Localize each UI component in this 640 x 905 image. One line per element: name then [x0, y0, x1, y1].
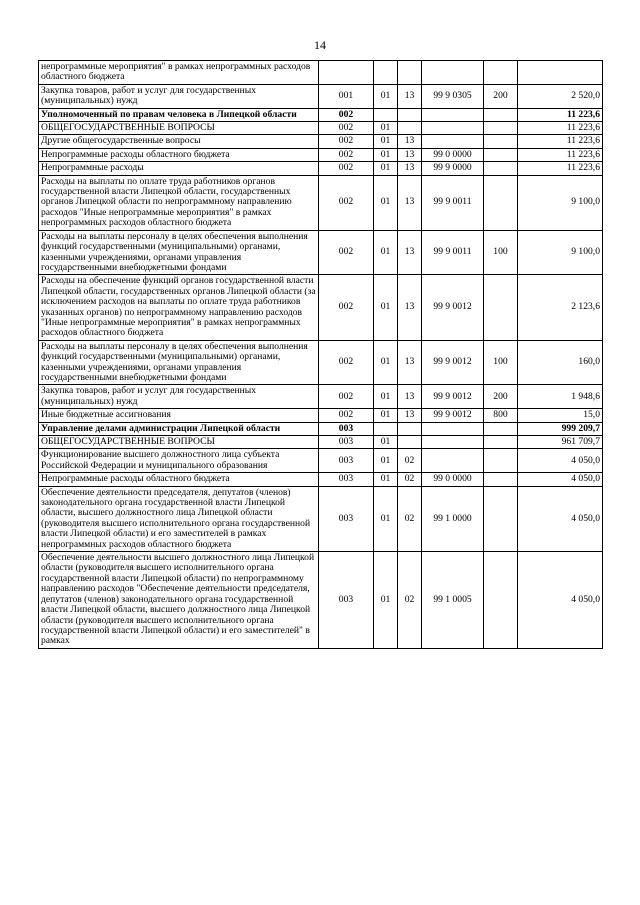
table-row: [39, 486, 603, 551]
table-row: [39, 436, 603, 449]
cell-name: Непрограммные расходы: [39, 162, 319, 175]
cell-name: ОБЩЕГОСУДАРСТВЕННЫЕ ВОПРОСЫ: [39, 436, 319, 449]
cell-admin-code: 002: [319, 409, 374, 422]
table-row: [39, 84, 603, 108]
cell-admin-code: 002: [319, 175, 374, 230]
cell-section: 01: [374, 275, 398, 340]
cell-subsection: 02: [398, 486, 422, 551]
cell-target-article: [422, 61, 484, 85]
cell-admin-code: 002: [319, 122, 374, 135]
cell-target-article: 99 9 0011: [422, 175, 484, 230]
table-row: [39, 108, 603, 121]
table-row: [39, 162, 603, 175]
cell-target-article: [422, 436, 484, 449]
cell-sum: 999 209,7: [518, 422, 603, 435]
cell-sum: 11 223,6: [518, 122, 603, 135]
cell-sum: 1 948,6: [518, 385, 603, 409]
cell-sum: 2 123,6: [518, 275, 603, 340]
cell-sum: 4 050,0: [518, 449, 603, 473]
cell-section: [374, 108, 398, 121]
cell-target-article: 99 9 0000: [422, 162, 484, 175]
cell-sum: 9 100,0: [518, 175, 603, 230]
cell-sum: 11 223,6: [518, 108, 603, 121]
cell-expense-type: [484, 135, 518, 148]
cell-subsection: [398, 436, 422, 449]
cell-subsection: 13: [398, 84, 422, 108]
table-row: [39, 135, 603, 148]
cell-expense-type: [484, 552, 518, 649]
cell-section: 01: [374, 148, 398, 161]
cell-admin-code: 002: [319, 148, 374, 161]
cell-target-article: 99 1 0000: [422, 486, 484, 551]
table-row: [39, 409, 603, 422]
cell-name: Расходы на выплаты персоналу в целях обеспечения выполнения функций государственными (муниципальными) органами, казенными учреждениями, органами управления государственными внебюджетными фондами: [39, 340, 319, 385]
cell-section: 01: [374, 449, 398, 473]
cell-sum: 11 223,6: [518, 162, 603, 175]
cell-name: Функционирование высшего должностного лица субъекта Российской Федерации и муниципального образования: [39, 449, 319, 473]
cell-name: Непрограммные расходы областного бюджета: [39, 148, 319, 161]
cell-admin-code: 003: [319, 473, 374, 486]
cell-admin-code: 002: [319, 230, 374, 275]
cell-admin-code: 002: [319, 385, 374, 409]
cell-admin-code: 003: [319, 422, 374, 435]
cell-target-article: 99 9 0305: [422, 84, 484, 108]
cell-name: Непрограммные расходы областного бюджета: [39, 473, 319, 486]
cell-target-article: [422, 108, 484, 121]
cell-target-article: 99 9 0012: [422, 385, 484, 409]
cell-admin-code: 003: [319, 436, 374, 449]
cell-subsection: 13: [398, 385, 422, 409]
cell-section: 01: [374, 162, 398, 175]
cell-expense-type: [484, 422, 518, 435]
cell-expense-type: [484, 108, 518, 121]
cell-target-article: 99 9 0012: [422, 340, 484, 385]
cell-target-article: 99 9 0012: [422, 409, 484, 422]
cell-expense-type: [484, 162, 518, 175]
cell-name: Расходы на выплаты персоналу в целях обеспечения выполнения функций государственными (муниципальными) органами, казенными учреждениями, органами управления государственными внебюджетными фондами: [39, 230, 319, 275]
cell-name: Закупка товаров, работ и услуг для государственных (муниципальных) нужд: [39, 385, 319, 409]
cell-subsection: 13: [398, 162, 422, 175]
cell-section: 01: [374, 230, 398, 275]
cell-sum: 11 223,6: [518, 135, 603, 148]
cell-target-article: 99 0 0000: [422, 148, 484, 161]
cell-expense-type: [484, 449, 518, 473]
cell-expense-type: 200: [484, 385, 518, 409]
table-row: [39, 340, 603, 385]
cell-target-article: [422, 122, 484, 135]
cell-sum: [518, 61, 603, 85]
cell-subsection: 13: [398, 340, 422, 385]
cell-admin-code: 003: [319, 449, 374, 473]
cell-subsection: 13: [398, 409, 422, 422]
cell-subsection: 13: [398, 135, 422, 148]
cell-section: 01: [374, 436, 398, 449]
cell-expense-type: [484, 436, 518, 449]
cell-subsection: [398, 108, 422, 121]
cell-section: 01: [374, 135, 398, 148]
cell-name: Обеспечение деятельности высшего должностного лица Липецкой области (руководителя высшего исполнительного органа государственной власти Липецкой области) по непрограммному направлению расходов "Обеспечение деятельности председателя, депутатов (членов) законодательного органа государственной власти Липецкой области, высшего должностного лица Липецкой области (руководителя высшего исполнительного органа государственной власти Липецкой области) и его заместителей" в рамках: [39, 552, 319, 649]
cell-sum: 9 100,0: [518, 230, 603, 275]
cell-name: Другие общегосударственные вопросы: [39, 135, 319, 148]
table-row: [39, 230, 603, 275]
cell-sum: 2 520,0: [518, 84, 603, 108]
cell-section: 01: [374, 340, 398, 385]
cell-expense-type: 200: [484, 84, 518, 108]
cell-expense-type: 100: [484, 230, 518, 275]
cell-target-article: [422, 135, 484, 148]
cell-section: [374, 61, 398, 85]
table-row: [39, 422, 603, 435]
table-row: [39, 552, 603, 649]
cell-admin-code: 002: [319, 108, 374, 121]
cell-section: 01: [374, 409, 398, 422]
cell-subsection: [398, 61, 422, 85]
cell-section: 01: [374, 84, 398, 108]
cell-expense-type: [484, 148, 518, 161]
cell-sum: 11 223,6: [518, 148, 603, 161]
cell-target-article: [422, 449, 484, 473]
cell-admin-code: 001: [319, 84, 374, 108]
cell-name: Расходы на обеспечение функций органов государственной власти Липецкой области, государственных органов Липецкой области (за исключением расходов на выплаты по оплате труда работников указанных органов) по непрограммному направлению расходов "Иные непрограммные мероприятия" в рамках непрограммных расходов областного бюджета: [39, 275, 319, 340]
cell-target-article: 99 1 0005: [422, 552, 484, 649]
cell-admin-code: 002: [319, 162, 374, 175]
cell-sum: 4 050,0: [518, 552, 603, 649]
cell-admin-code: 002: [319, 275, 374, 340]
cell-subsection: 13: [398, 275, 422, 340]
cell-subsection: [398, 422, 422, 435]
budget-table: [38, 60, 603, 649]
table-row: [39, 473, 603, 486]
cell-expense-type: [484, 175, 518, 230]
cell-name: Расходы на выплаты по оплате труда работников органов государственной власти Липецкой области, государственных органов Липецкой области по непрограммному направлению расходов "Иные непрограммные мероприятия" в рамках непрограммных расходов областного бюджета: [39, 175, 319, 230]
cell-sum: 160,0: [518, 340, 603, 385]
cell-sum: 4 050,0: [518, 473, 603, 486]
cell-section: [374, 422, 398, 435]
cell-target-article: 99 9 0012: [422, 275, 484, 340]
cell-subsection: 13: [398, 148, 422, 161]
cell-expense-type: [484, 61, 518, 85]
cell-admin-code: 003: [319, 552, 374, 649]
cell-expense-type: 100: [484, 340, 518, 385]
cell-admin-code: 002: [319, 340, 374, 385]
cell-sum: 15,0: [518, 409, 603, 422]
cell-section: 01: [374, 175, 398, 230]
cell-section: 01: [374, 486, 398, 551]
cell-name: ОБЩЕГОСУДАРСТВЕННЫЕ ВОПРОСЫ: [39, 122, 319, 135]
cell-subsection: 02: [398, 449, 422, 473]
cell-section: 01: [374, 473, 398, 486]
cell-name: Уполномоченный по правам человека в Липецкой области: [39, 108, 319, 121]
cell-expense-type: [484, 486, 518, 551]
cell-admin-code: 002: [319, 135, 374, 148]
table-row: [39, 175, 603, 230]
cell-expense-type: [484, 473, 518, 486]
cell-sum: 961 709,7: [518, 436, 603, 449]
cell-admin-code: 003: [319, 486, 374, 551]
cell-name: Обеспечение деятельности председателя, депутатов (членов) законодательного органа государственной власти Липецкой области, высшего должностного лица Липецкой области (руководителя высшего исполнительного органа государственной власти Липецкой области) и его заместителей в рамках непрограммных расходов областного бюджета: [39, 486, 319, 551]
cell-name: Иные бюджетные ассигнования: [39, 409, 319, 422]
cell-section: 01: [374, 122, 398, 135]
table-row: [39, 449, 603, 473]
cell-subsection: 13: [398, 175, 422, 230]
cell-expense-type: 800: [484, 409, 518, 422]
cell-subsection: [398, 122, 422, 135]
cell-name: непрограммные мероприятия" в рамках непрограммных расходов областного бюджета: [39, 61, 319, 85]
cell-expense-type: [484, 275, 518, 340]
table-row: [39, 148, 603, 161]
cell-target-article: 99 0 0000: [422, 473, 484, 486]
cell-section: 01: [374, 552, 398, 649]
cell-admin-code: [319, 61, 374, 85]
cell-target-article: 99 9 0011: [422, 230, 484, 275]
table-row: [39, 122, 603, 135]
table-row: [39, 385, 603, 409]
table-row: [39, 275, 603, 340]
cell-subsection: 02: [398, 552, 422, 649]
budget-table-body: [39, 61, 603, 649]
cell-section: 01: [374, 385, 398, 409]
cell-sum: 4 050,0: [518, 486, 603, 551]
cell-expense-type: [484, 122, 518, 135]
table-row: [39, 61, 603, 85]
page-number: 14: [314, 38, 326, 52]
cell-subsection: 02: [398, 473, 422, 486]
cell-target-article: [422, 422, 484, 435]
cell-name: Управление делами администрации Липецкой области: [39, 422, 319, 435]
cell-subsection: 13: [398, 230, 422, 275]
cell-name: Закупка товаров, работ и услуг для государственных (муниципальных) нужд: [39, 84, 319, 108]
